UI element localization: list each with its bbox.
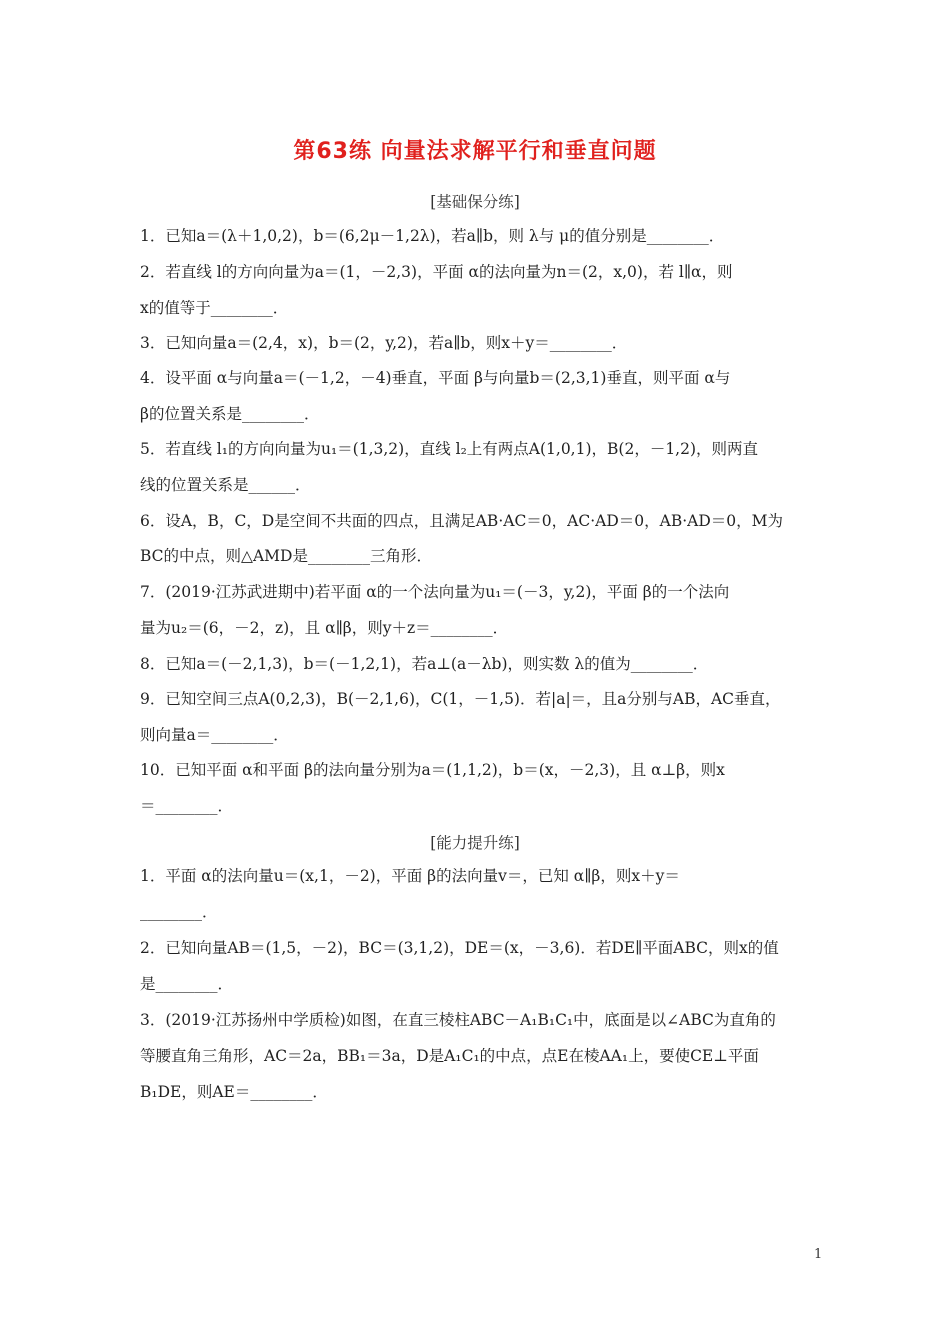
problem-line: 是________． [140, 975, 234, 993]
problem-line: ＝________． [140, 797, 234, 815]
problem-line: 则向量a＝________． [140, 726, 289, 744]
problem-line: 7．(2019·江苏武进期中)若平面 α的一个法向量为u₁＝(－3，y,2)，平面 β的一个法向 [140, 583, 730, 601]
problem-line: ________． [140, 903, 218, 921]
problem-line: 1．已知a＝(λ＋1,0,2)，b＝(6,2μ－1,2λ)，若a∥b，则 λ与 μ的值分别是________． [140, 227, 725, 245]
problem-line: 3．已知向量a＝(2,4，x)，b＝(2，y,2)，若a∥b，则x＋y＝________． [140, 334, 628, 352]
problem-line: 8．已知a＝(－2,1,3)，b＝(－1,2,1)，若a⊥(a－λb)，则实数 λ的值为________． [140, 655, 709, 673]
problem-line: 等腰直角三角形，AC＝2a，BB₁＝3a，D是A₁C₁的中点，点E在棱AA₁上，要使CE⊥平面 [140, 1047, 759, 1065]
problem-line: 10．已知平面 α和平面 β的法向量分别为a＝(1,1,2)，b＝(x，－2,3)，且 α⊥β，则x [140, 761, 725, 779]
problem-line: 5．若直线 l₁的方向向量为u₁＝(1,3,2)，直线 l₂上有两点A(1,0,1)，B(2，－1,2)，则两直 [140, 440, 759, 458]
problem-line: β的位置关系是________． [140, 405, 320, 423]
problem-line: 2．已知向量AB＝(1,5，－2)，BC＝(3,1,2)，DE＝(x，－3,6)．若DE∥平面ABC，则x的值 [140, 939, 779, 957]
problem-line: 1．平面 α的法向量u＝(x,1，－2)，平面 β的法向量v＝，已知 α∥β，则x＋y＝ [140, 867, 680, 885]
problem-line: BC的中点，则△AMD是________三角形． [140, 547, 432, 565]
problem-line: 6．设A，B，C，D是空间不共面的四点，且满足AB·AC＝0，AC·AD＝0，AB·AD＝0，M为 [140, 512, 783, 530]
section-heading-advanced: [能力提升练] [430, 834, 520, 852]
problem-line: 4．设平面 α与向量a＝(－1,2，－4)垂直，平面 β与向量b＝(2,3,1)垂直，则平面 α与 [140, 369, 731, 387]
problem-line: x的值等于________． [140, 299, 289, 317]
section-heading-basic: [基础保分练] [430, 193, 520, 211]
problem-line: 9．已知空间三点A(0,2,3)，B(－2,1,6)，C(1，－1,5)．若|a|＝，且a分别与AB，AC垂直， [140, 690, 781, 708]
problem-line: 2．若直线 l的方向向量为a＝(1，－2,3)，平面 α的法向量为n＝(2，x,0)，若 l∥α，则 [140, 263, 733, 281]
problem-line: 3．(2019·江苏扬州中学质检)如图，在直三棱柱ABC－A₁B₁C₁中，底面是以∠ABC为直角的 [140, 1011, 776, 1029]
problem-line: B₁DE，则AE＝________． [140, 1083, 328, 1101]
problem-line: 量为u₂＝(6，－2，z)，且 α∥β，则y＋z＝________． [140, 619, 509, 637]
page-number: 1 [814, 1247, 823, 1262]
page-title: 第63练 向量法求解平行和垂直问题 [293, 139, 657, 164]
problem-line: 线的位置关系是______． [140, 476, 311, 494]
